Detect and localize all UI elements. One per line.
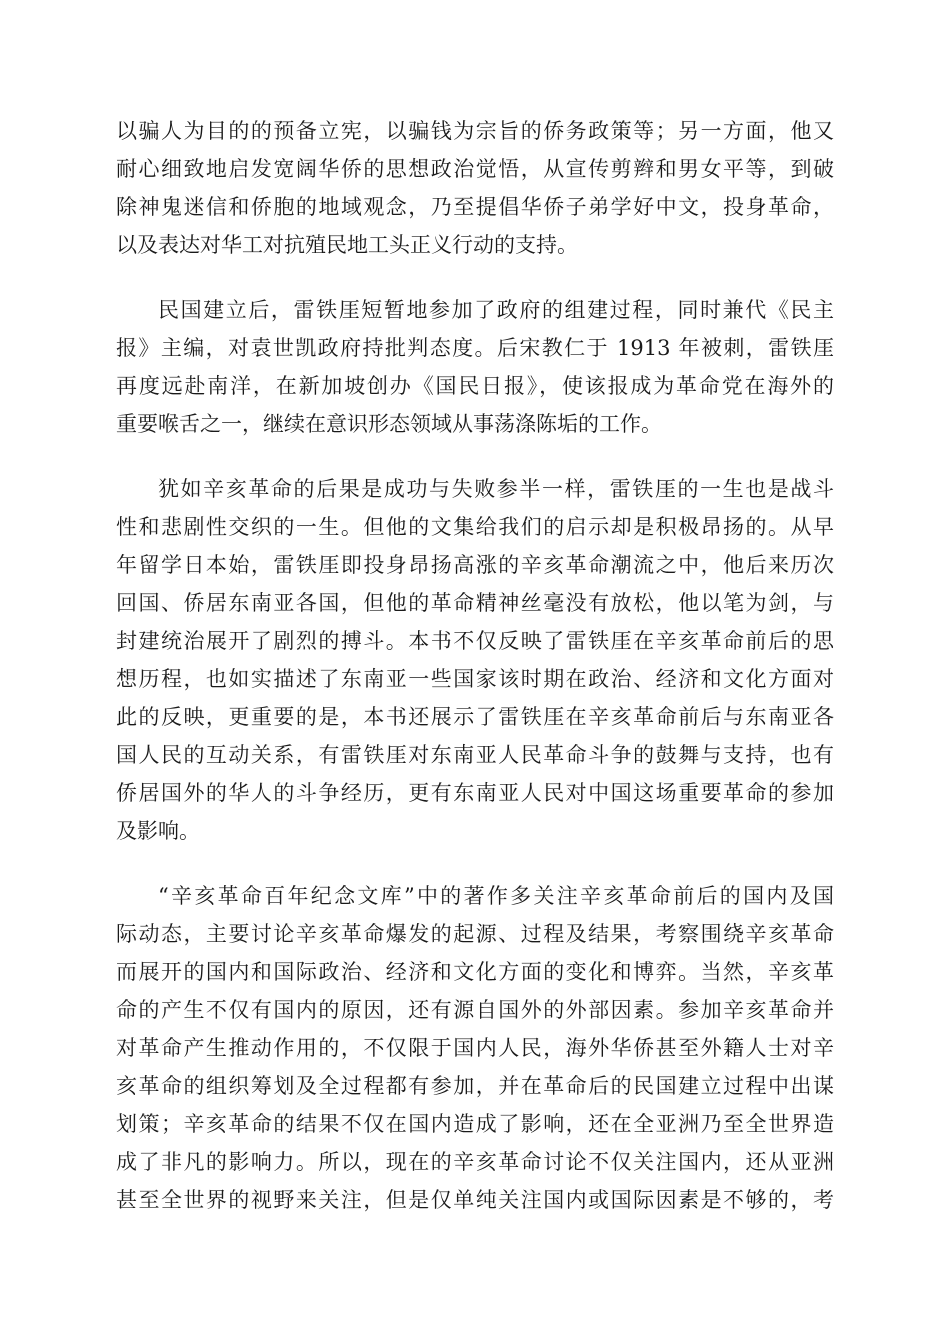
text-line: “辛亥革命百年纪念文库”中的著作多关注辛亥革命前后的国内及国: [158, 884, 834, 908]
paragraph: [116, 291, 834, 443]
text-line: 重要喉舌之一，继续在意识形态领域从事荡涤陈垢的工作。: [116, 412, 662, 436]
text-line: 报》主编，对袁世凯政府持批判态度。后宋教仁于 1913 年被刺，雷铁厓: [116, 336, 834, 360]
text-line: 以骗人为目的的预备立宪，以骗钱为宗旨的侨务政策等；另一方面，他又: [116, 119, 834, 143]
text-line: 封建统治展开了剧烈的搏斗。本书不仅反映了雷铁厓在辛亥革命前后的思: [116, 629, 834, 653]
paragraph: [116, 112, 834, 264]
text-line: 再度远赴南洋，在新加坡创办《国民日报》，使该报成为革命党在海外的: [116, 374, 834, 398]
text-line: 除神鬼迷信和侨胞的地域观念，乃至提倡华侨子弟学好中文，投身革命，: [116, 195, 834, 219]
paragraph: [116, 470, 834, 850]
text-line: 及影响。: [116, 819, 200, 843]
text-line: 际动态，主要讨论辛亥革命爆发的起源、过程及结果，考察围绕辛亥革命: [116, 922, 834, 946]
text-line: 侨居国外的华人的斗争经历，更有东南亚人民对中国这场重要革命的参加: [116, 781, 834, 805]
text-line: 国人民的互动关系，有雷铁厓对东南亚人民革命斗争的鼓舞与支持，也有: [116, 743, 834, 767]
text-line: 想历程，也如实描述了东南亚一些国家该时期在政治、经济和文化方面对: [116, 667, 834, 691]
text-line: 甚至全世界的视野来关注，但是仅单纯关注国内或国际因素是不够的，考: [116, 1188, 834, 1212]
text-line: 民国建立后，雷铁厓短暂地参加了政府的组建过程，同时兼代《民主: [158, 298, 834, 322]
paragraph: [116, 877, 834, 1219]
body-text: [116, 112, 834, 1246]
text-line: 对革命产生推动作用的，不仅限于国内人民，海外华侨甚至外籍人士对辛: [116, 1036, 834, 1060]
text-line: 划策；辛亥革命的结果不仅在国内造成了影响，还在全亚洲乃至全世界造: [116, 1112, 834, 1136]
text-line: 成了非凡的影响力。所以，现在的辛亥革命讨论不仅关注国内，还从亚洲: [116, 1150, 834, 1174]
text-line: 回国、侨居东南亚各国，但他的革命精神丝毫没有放松，他以笔为剑，与: [116, 591, 834, 615]
text-line: 犹如辛亥革命的后果是成功与失败参半一样，雷铁厓的一生也是战斗: [158, 477, 834, 501]
text-line: 此的反映，更重要的是，本书还展示了雷铁厓在辛亥革命前后与东南亚各: [116, 705, 834, 729]
text-line: 以及表达对华工对抗殖民地工头正义行动的支持。: [116, 233, 578, 257]
text-line: 耐心细致地启发宽阔华侨的思想政治觉悟，从宣传剪辫和男女平等，到破: [116, 157, 834, 181]
text-line: 而展开的国内和国际政治、经济和文化方面的变化和博弈。当然，辛亥革: [116, 960, 834, 984]
text-line: 年留学日本始，雷铁厓即投身昂扬高涨的辛亥革命潮流之中，他后来历次: [116, 553, 834, 577]
text-line: 亥革命的组织筹划及全过程都有参加，并在革命后的民国建立过程中出谋: [116, 1074, 834, 1098]
text-line: 性和悲剧性交织的一生。但他的文集给我们的启示却是积极昂扬的。从早: [116, 515, 834, 539]
text-line: 命的产生不仅有国内的原因，还有源自国外的外部因素。参加辛亥革命并: [116, 998, 834, 1022]
